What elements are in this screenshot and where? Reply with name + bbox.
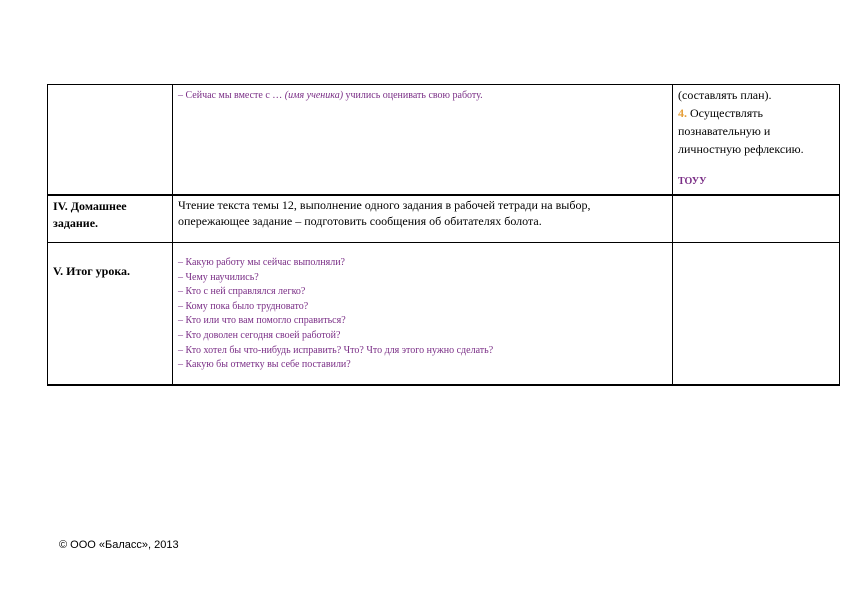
col-divider-1 [172,84,173,386]
col-divider-2 [672,84,673,386]
table-border-bottom [47,384,840,386]
row2-left-line1: IV. Домашнее [53,199,127,213]
table-border-top [47,84,840,85]
row1-right-line4: личностную рефлексию. [678,142,804,156]
row2-middle-line1: Чтение текста темы 12, выполнение одного задания в рабочей тетради на выбор, [178,198,591,212]
row1-right-line2 [678,104,838,122]
row1-middle-suffix: учились оценивать свою работу. [343,90,483,101]
row1-middle-prefix: – Сейчас мы вместе с … [178,90,285,101]
row1-middle-italic: (имя ученика) [284,90,344,101]
list-item: – Кто хотел бы что-нибудь исправить? Что? Что для этого нужно сделать? [178,344,494,356]
row3-left-cell [53,263,168,279]
table-border-left [47,84,48,386]
list-item: – Кому пока было трудновато? [178,300,309,312]
row2-left-line2: задание. [53,216,99,230]
row1-right-tag: ТОУУ [678,176,707,187]
row3-middle-cell [178,256,668,373]
list-item: – Кто или что вам помогло справиться? [178,315,346,327]
lesson-table [47,84,840,386]
table-border-right [839,84,840,386]
list-item: – Кто с ней справлялся легко? [178,286,306,298]
row1-right-text: Осуществлять [687,106,764,120]
row2-middle-line2: опережающее задание – подготовить сообщения об обитателях болота. [178,214,542,228]
row-divider-1 [47,194,840,196]
row1-right-line3: познавательную и [678,124,771,138]
footer-copyright: © ООО «Баласс», 2013 [59,539,179,551]
list-item: – Какую работу мы сейчас выполняли? [178,257,345,268]
row-divider-2 [47,242,840,243]
row1-right-num: 4. [678,106,687,120]
list-item: – Какую бы отметку вы себе поставили? [178,359,351,371]
row2-left-cell [53,198,168,232]
row3-left-title: V. Итог урока. [53,264,131,278]
list-item: – Кто доволен сегодня своей работой? [178,329,341,341]
row1-right-line1: (составлять план). [678,88,772,102]
list-item: – Чему научились? [178,271,259,283]
row1-right-cell [678,86,838,191]
row1-middle-cell [178,89,668,103]
row2-middle-cell [178,197,670,229]
